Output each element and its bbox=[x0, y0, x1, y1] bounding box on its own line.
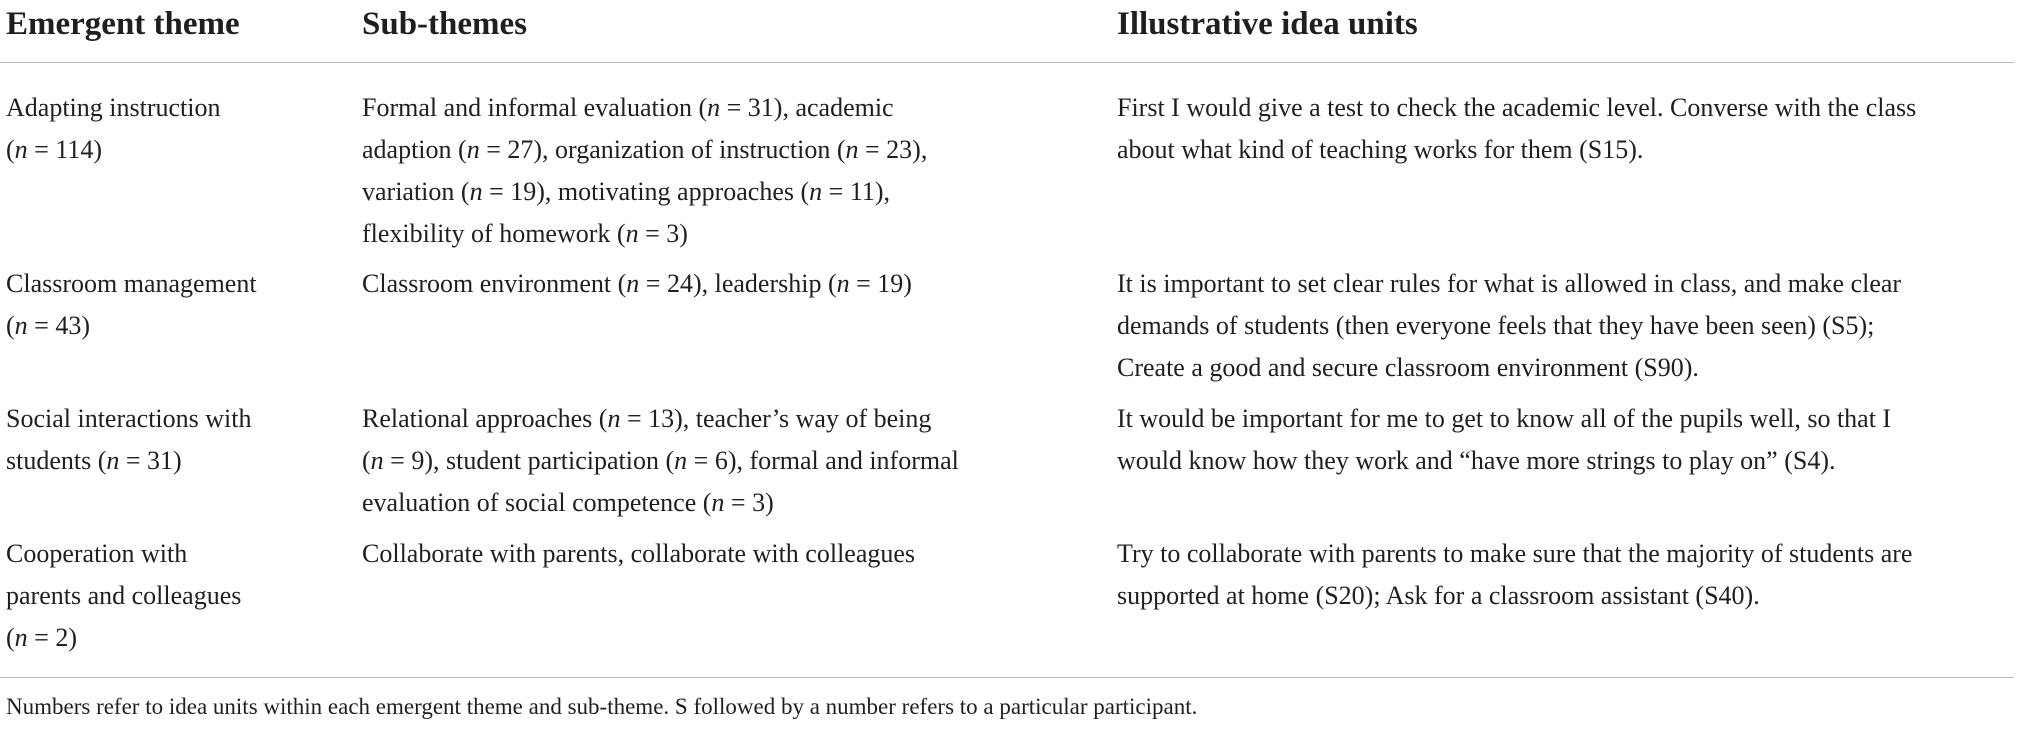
cell-line: Cooperation with bbox=[6, 539, 188, 568]
idea-units-cell bbox=[1117, 263, 1901, 389]
sub-themes-cell bbox=[362, 533, 915, 575]
idea-units-cell bbox=[1117, 398, 1891, 482]
cell-line: students (n = 31) bbox=[6, 446, 182, 475]
header-sub-themes: Sub-themes bbox=[362, 6, 528, 42]
cell-line: Social interactions with bbox=[6, 404, 252, 433]
cell-line: Relational approaches (n = 13), teacher’s way of being bbox=[362, 404, 932, 433]
emergent-theme-cell bbox=[6, 87, 220, 171]
table-header-row bbox=[0, 0, 2019, 62]
cell-line: Formal and informal evaluation (n = 31), academic bbox=[362, 93, 894, 122]
footer-divider bbox=[0, 677, 2014, 678]
cell-line: Try to collaborate with parents to make sure that the majority of students are bbox=[1117, 539, 1913, 568]
cell-line: Collaborate with parents, collaborate with colleagues bbox=[362, 539, 916, 568]
header-illustrative-idea-units: Illustrative idea units bbox=[1117, 6, 1418, 42]
cell-line: parents and colleagues bbox=[6, 581, 242, 610]
cell-line: It is important to set clear rules for what is allowed in class, and make clear bbox=[1117, 269, 1902, 298]
cell-line: Classroom environment (n = 24), leadership (n = 19) bbox=[362, 269, 912, 298]
cell-line: (n = 114) bbox=[6, 135, 103, 164]
header-emergent-theme: Emergent theme bbox=[6, 6, 240, 42]
cell-line: (n = 9), student participation (n = 6), formal and informal bbox=[362, 446, 959, 475]
emergent-theme-cell bbox=[6, 398, 252, 482]
cell-line: supported at home (S20); Ask for a classroom assistant (S40). bbox=[1117, 581, 1760, 610]
emergent-theme-cell bbox=[6, 263, 257, 347]
cell-line: evaluation of social competence (n = 3) bbox=[362, 488, 774, 517]
sub-themes-cell bbox=[362, 87, 927, 255]
idea-units-cell bbox=[1117, 533, 1912, 617]
cell-line: (n = 43) bbox=[6, 311, 90, 340]
cell-line: about what kind of teaching works for them (S15). bbox=[1117, 135, 1644, 164]
cell-line: adaption (n = 27), organization of instruction (n = 23), bbox=[362, 135, 928, 164]
cell-line: First I would give a test to check the academic level. Converse with the class bbox=[1117, 93, 1917, 122]
cell-line: demands of students (then everyone feels that they have been seen) (S5); bbox=[1117, 311, 1875, 340]
cell-line: flexibility of homework (n = 3) bbox=[362, 219, 688, 248]
cell-line: Classroom management bbox=[6, 269, 257, 298]
header-divider bbox=[0, 62, 2014, 63]
cell-line: Adapting instruction bbox=[6, 93, 221, 122]
table-footnote: Numbers refer to idea units within each emergent theme and sub-theme. S followed by a number refers to a particular participant. bbox=[6, 694, 1198, 719]
emergent-theme-cell bbox=[6, 533, 241, 659]
idea-units-cell bbox=[1117, 87, 1916, 171]
cell-line: variation (n = 19), motivating approaches (n = 11), bbox=[362, 177, 891, 206]
cell-line: would know how they work and “have more strings to play on” (S4). bbox=[1117, 446, 1836, 475]
sub-themes-cell bbox=[362, 398, 959, 524]
cell-line: Create a good and secure classroom environment (S90). bbox=[1117, 353, 1699, 382]
cell-line: It would be important for me to get to know all of the pupils well, so that I bbox=[1117, 404, 1892, 433]
cell-line: (n = 2) bbox=[6, 623, 77, 652]
sub-themes-cell bbox=[362, 263, 912, 305]
